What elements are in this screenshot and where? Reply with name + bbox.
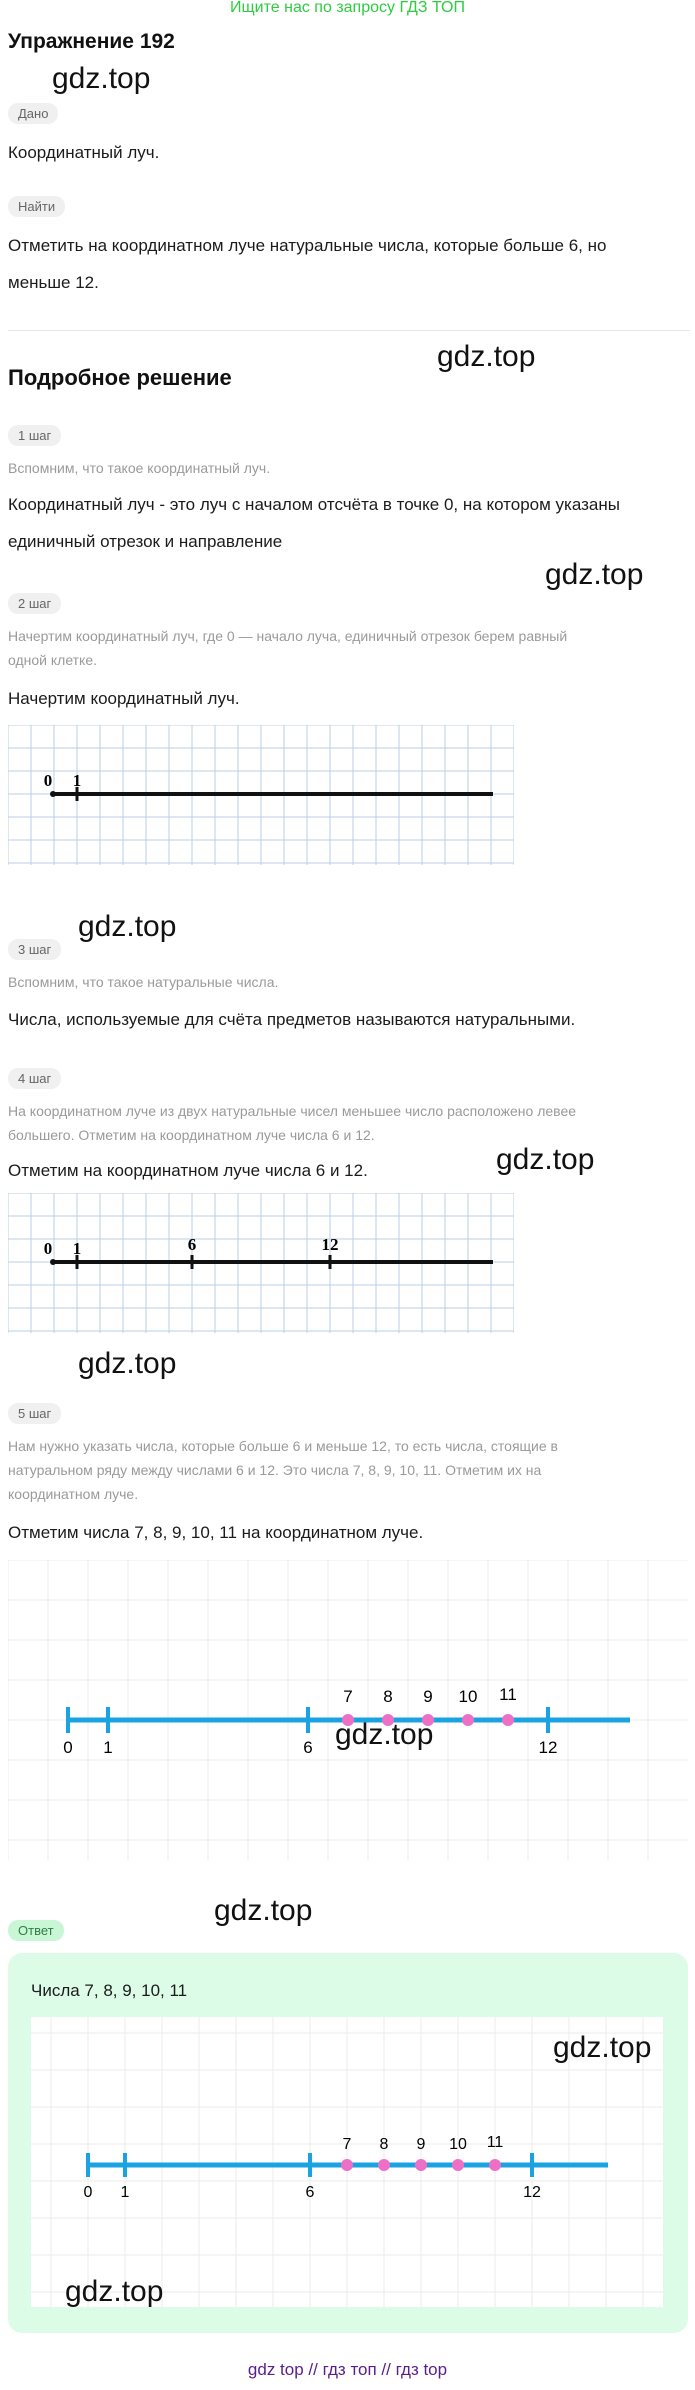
- label-1: 1: [72, 771, 82, 790]
- page-title: Упражнение 192: [8, 30, 175, 53]
- label-10: 10: [458, 1687, 478, 1706]
- step-2-text: Начертим координатный луч.: [8, 689, 240, 708]
- step-5-grey-2: натуральном ряду между числами 6 и 12. Это числа 7, 8, 9, 10, 11. Отметим их на: [8, 1462, 542, 1478]
- watermark: gdz.top: [78, 910, 177, 943]
- label-0: 0: [43, 771, 53, 790]
- solution-title: Подробное решение: [8, 365, 232, 390]
- step-3-text: Числа, используемые для счёта предметов называются натуральными.: [8, 1010, 576, 1029]
- step-5-text: Отметим числа 7, 8, 9, 10, 11 на координатном луче.: [8, 1523, 424, 1542]
- label-0: 0: [63, 1738, 73, 1757]
- step-4-grey-1: На координатном луче из двух натуральные чисел меньшее число расположено левее: [8, 1103, 577, 1119]
- label-9: 9: [416, 2136, 426, 2153]
- watermark: gdz.top: [335, 1718, 434, 1751]
- point-7: [341, 2159, 353, 2171]
- watermark: gdz.top: [52, 62, 151, 95]
- label-1: 1: [72, 1239, 82, 1258]
- find-text-line2: меньше 12.: [8, 273, 99, 292]
- label-12: 12: [538, 1738, 558, 1757]
- point-9: [415, 2159, 427, 2171]
- coordinate-ray-2: [8, 1193, 514, 1333]
- ray-origin: [50, 791, 56, 797]
- ray-origin: [50, 1259, 56, 1265]
- watermark: gdz.top: [65, 2275, 164, 2308]
- top-banner[interactable]: Ищите нас по запросу ГДЗ ТОП: [230, 0, 465, 16]
- watermark: gdz.top: [553, 2031, 652, 2064]
- step-3-grey: Вспомним, что такое натуральные числа.: [8, 974, 279, 990]
- coordinate-ray-1: [8, 725, 514, 865]
- label-7: 7: [342, 2136, 352, 2153]
- coordinate-ray-3: [8, 1560, 688, 1860]
- step-5-grey-3: координатном луче.: [8, 1486, 139, 1502]
- watermark: gdz.top: [496, 1143, 595, 1176]
- label-12: 12: [321, 1235, 339, 1254]
- given-text: Координатный луч.: [8, 143, 160, 162]
- label-1: 1: [120, 2184, 130, 2201]
- point-10: [452, 2159, 464, 2171]
- label-12: 12: [523, 2184, 541, 2201]
- step-2-badge: 2 шаг: [8, 593, 61, 614]
- answer-badge: Ответ: [8, 1920, 64, 1941]
- point-11: [489, 2159, 501, 2171]
- step-1-text-1: Координатный луч - это луч с началом отсчёта в точке 0, на котором указаны: [8, 495, 620, 514]
- given-badge: Дано: [8, 103, 58, 124]
- label-7: 7: [343, 1687, 353, 1706]
- step-4-text: Отметим на координатном луче числа 6 и 12.: [8, 1161, 368, 1180]
- label-10: 10: [449, 2136, 467, 2153]
- point-11: [502, 1714, 514, 1726]
- label-11: 11: [499, 1685, 517, 1704]
- step-3-badge: 3 шаг: [8, 939, 61, 960]
- step-1-badge: 1 шаг: [8, 425, 61, 446]
- label-0: 0: [43, 1239, 53, 1258]
- watermark: gdz.top: [78, 1347, 177, 1380]
- watermark: gdz.top: [214, 1894, 313, 1927]
- step-5-grey-1: Нам нужно указать числа, которые больше 6 и меньше 12, то есть числа, стоящие в: [8, 1438, 558, 1454]
- step-1-text-2: единичный отрезок и направление: [8, 532, 283, 551]
- find-text-line1: Отметить на координатном луче натуральные числа, которые больше 6, но: [8, 236, 607, 255]
- step-2-grey-1: Начертим координатный луч, где 0 — начало луча, единичный отрезок берем равный: [8, 628, 568, 644]
- point-10: [462, 1714, 474, 1726]
- watermark: gdz.top: [437, 340, 536, 373]
- label-8: 8: [383, 1687, 393, 1706]
- step-2-grey-2: одной клетке.: [8, 652, 98, 668]
- label-8: 8: [379, 2136, 389, 2153]
- footer-links[interactable]: gdz top // гдз топ // гдз top: [247, 2360, 448, 2379]
- step-4-badge: 4 шаг: [8, 1068, 61, 1089]
- label-1: 1: [103, 1738, 113, 1757]
- step-4-grey-2: большего. Отметим на координатном луче числа 6 и 12.: [8, 1127, 375, 1143]
- step-1-grey: Вспомним, что такое координатный луч.: [8, 460, 271, 476]
- answer-text: Числа 7, 8, 9, 10, 11: [31, 1981, 188, 2000]
- find-badge: Найти: [8, 196, 65, 217]
- label-6: 6: [303, 1738, 313, 1757]
- watermark: gdz.top: [545, 558, 644, 591]
- label-6: 6: [187, 1235, 197, 1254]
- label-0: 0: [83, 2184, 93, 2201]
- point-8: [378, 2159, 390, 2171]
- divider: [8, 330, 690, 331]
- label-11: 11: [486, 2134, 504, 2151]
- step-5-badge: 5 шаг: [8, 1403, 61, 1424]
- label-6: 6: [305, 2184, 315, 2201]
- label-9: 9: [423, 1687, 433, 1706]
